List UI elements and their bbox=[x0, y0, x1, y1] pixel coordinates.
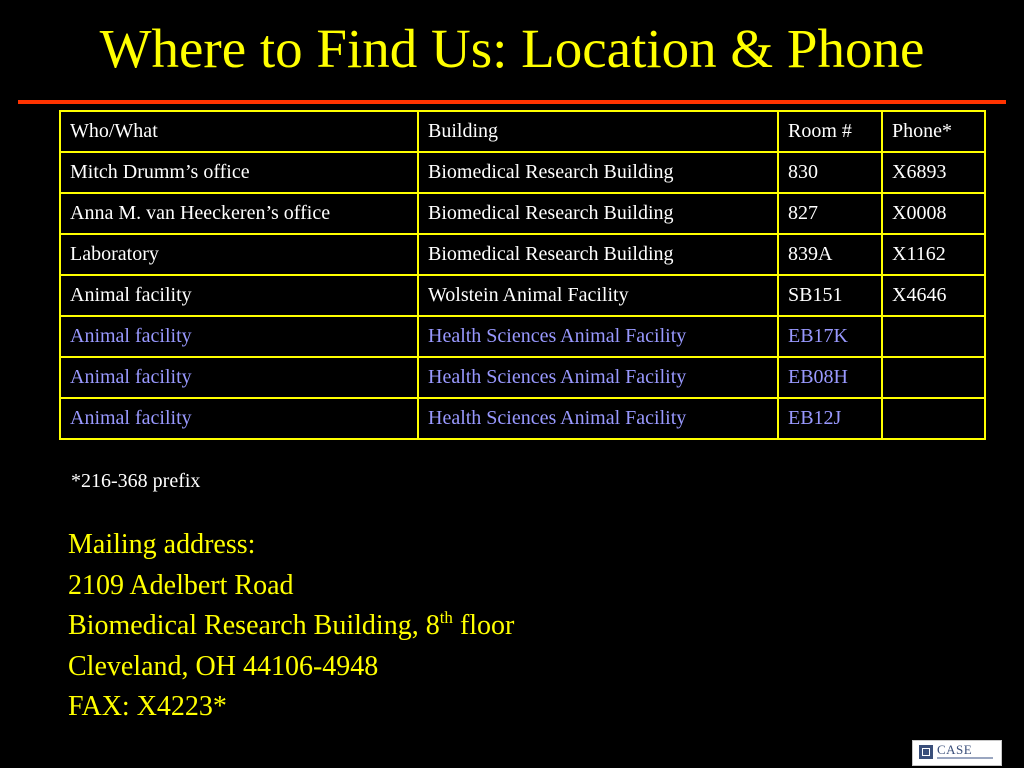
table-row bbox=[60, 357, 985, 398]
cell-who: Animal facility bbox=[60, 357, 418, 398]
cell-building: Health Sciences Animal Facility bbox=[418, 398, 778, 439]
cell-who: Anna M. van Heeckeren’s office bbox=[60, 193, 418, 234]
logo-tagline-bar bbox=[937, 757, 993, 759]
column-header-building: Building bbox=[418, 111, 778, 152]
slide-title: Where to Find Us: Location & Phone bbox=[99, 18, 925, 79]
cell-room: EB12J bbox=[778, 398, 882, 439]
cell-who: Animal facility bbox=[60, 275, 418, 316]
cell-phone: X0008 bbox=[882, 193, 985, 234]
cell-phone: X4646 bbox=[882, 275, 985, 316]
address-fax: FAX: X4223* bbox=[68, 691, 227, 722]
title-divider bbox=[18, 100, 1006, 104]
cell-building: Biomedical Research Building bbox=[418, 193, 778, 234]
address-building-line bbox=[68, 606, 514, 647]
floor-ordinal-suffix: th bbox=[439, 608, 453, 627]
table-row bbox=[60, 398, 985, 439]
cell-building: Wolstein Animal Facility bbox=[418, 275, 778, 316]
cell-who: Animal facility bbox=[60, 398, 418, 439]
table-row bbox=[60, 234, 985, 275]
logo-wordmark: CASE bbox=[937, 742, 973, 757]
address-city: Cleveland, OH 44106-4948 bbox=[68, 650, 379, 682]
mailing-address bbox=[68, 525, 514, 728]
cell-phone bbox=[882, 316, 985, 357]
cell-building: Biomedical Research Building bbox=[418, 152, 778, 193]
cell-room: EB08H bbox=[778, 357, 882, 398]
cell-phone: X6893 bbox=[882, 152, 985, 193]
cell-phone bbox=[882, 398, 985, 439]
cell-room: SB151 bbox=[778, 275, 882, 316]
table-header-row bbox=[60, 111, 985, 152]
cell-phone: X1162 bbox=[882, 234, 985, 275]
cell-room: 830 bbox=[778, 152, 882, 193]
phone-prefix-footnote: *216-368 prefix bbox=[71, 470, 201, 492]
table-row bbox=[60, 316, 985, 357]
cell-building: Health Sciences Animal Facility bbox=[418, 316, 778, 357]
cell-who: Mitch Drumm’s office bbox=[60, 152, 418, 193]
cell-building: Health Sciences Animal Facility bbox=[418, 357, 778, 398]
address-street: 2109 Adelbert Road bbox=[68, 569, 294, 601]
cell-who: Animal facility bbox=[60, 316, 418, 357]
cell-building: Biomedical Research Building bbox=[418, 234, 778, 275]
address-building: Biomedical Research Building, 8 bbox=[68, 610, 440, 641]
university-seal-icon bbox=[919, 745, 933, 759]
cell-room: 827 bbox=[778, 193, 882, 234]
address-heading: Mailing address: bbox=[68, 529, 256, 560]
column-header-who: Who/What bbox=[60, 111, 418, 152]
floor-label: floor bbox=[452, 610, 515, 641]
cell-room: EB17K bbox=[778, 316, 882, 357]
column-header-room: Room # bbox=[778, 111, 882, 152]
cell-who: Laboratory bbox=[60, 234, 418, 275]
table-row bbox=[60, 275, 985, 316]
case-logo bbox=[912, 740, 1002, 766]
table-row bbox=[60, 152, 985, 193]
cell-phone bbox=[882, 357, 985, 398]
column-header-phone: Phone* bbox=[882, 111, 985, 152]
table-row bbox=[60, 193, 985, 234]
cell-room: 839A bbox=[778, 234, 882, 275]
location-table bbox=[59, 110, 986, 440]
